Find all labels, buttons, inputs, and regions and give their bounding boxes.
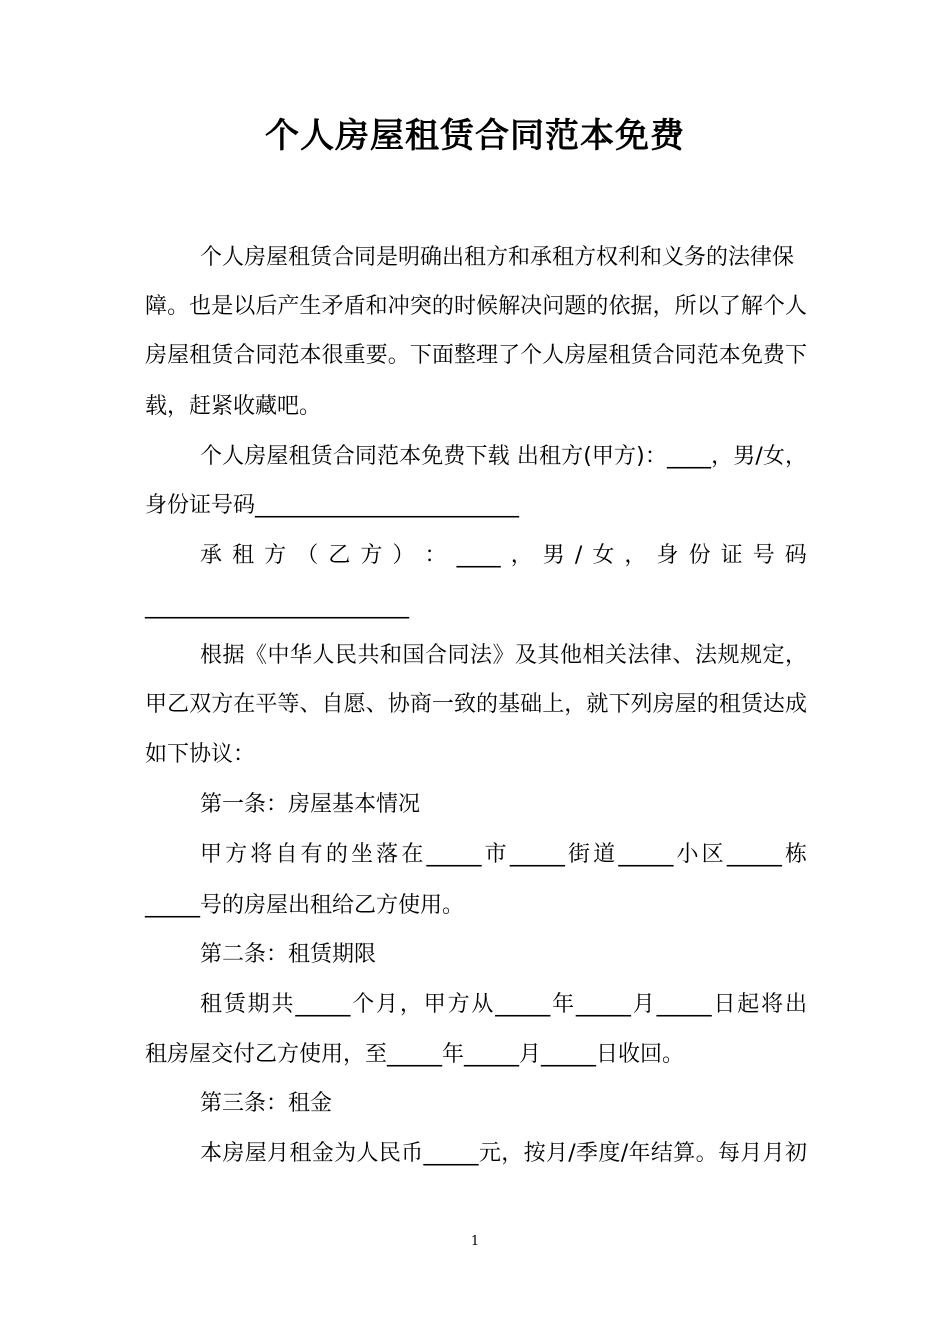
spaced-char: ） (392, 543, 415, 568)
paragraph-line: ________________________ (145, 594, 409, 619)
page-number: 1 (470, 1234, 480, 1249)
spaced-char: ， (624, 543, 647, 568)
paragraph-line: 障。也是以后产生矛盾和冲突的时候解决问题的依据，所以了解个人 (145, 294, 807, 319)
paragraph-line: 个人房屋租赁合同范本免费下载 出租方(甲方)：____，男/女， (200, 444, 807, 469)
spaced-char: 乙 (328, 543, 351, 568)
paragraph-line: _____号的房屋出租给乙方使用。 (145, 893, 465, 918)
document-title: 个人房屋租赁合同范本免费 (265, 116, 685, 156)
paragraph-line: 房屋租赁合同范本很重要。下面整理了个人房屋租赁合同范本免费下 (145, 343, 807, 368)
spaced-char: 方 (264, 543, 287, 568)
spaced-char: 码 (784, 543, 807, 568)
paragraph-line: 如下协议： (145, 742, 256, 767)
spaced-paragraph-line (200, 541, 807, 571)
paragraph-line: 根据《中华人民共和国合同法》及其他相关法律、法规规定， (200, 643, 807, 668)
spaced-char: 租 (232, 543, 255, 568)
paragraph-line: 租赁期共_____个月，甲方从_____年_____月_____日起将出 (200, 992, 807, 1017)
paragraph-line: 甲方将自有的坐落在_____市_____街道_____小区_____栋 (200, 842, 807, 867)
spaced-char: ____ (456, 543, 501, 568)
spaced-char: 承 (200, 543, 223, 568)
spaced-char: 证 (720, 543, 743, 568)
paragraph-line: 个人房屋租赁合同是明确出租方和承租方权利和义务的法律保 (200, 245, 795, 270)
spaced-char: ， (510, 543, 533, 568)
spaced-char: 男 (542, 543, 565, 568)
spaced-char: / (574, 543, 583, 568)
paragraph-line: 本房屋月租金为人民币_____元，按月/季度/年结算。每月月初 (200, 1141, 807, 1166)
paragraph-line: 租房屋交付乙方使用，至_____年_____月_____日收回。 (145, 1042, 685, 1067)
paragraph-line: 甲乙双方在平等、自愿、协商一致的基础上，就下列房屋的租赁达成 (145, 692, 807, 717)
paragraph-line: 身份证号码________________________ (145, 493, 520, 518)
section-heading: 第一条：房屋基本情况 (200, 792, 421, 817)
spaced-char: （ (296, 543, 319, 568)
spaced-char: 号 (752, 543, 775, 568)
section-heading: 第二条：租赁期限 (200, 942, 377, 967)
paragraph-line: 载，赶紧收藏吧。 (145, 394, 322, 419)
spaced-char: 方 (360, 543, 383, 568)
spaced-char: ： (424, 543, 447, 568)
section-heading: 第三条：租金 (200, 1091, 333, 1116)
spaced-char: 份 (688, 543, 711, 568)
spaced-char: 女 (592, 543, 615, 568)
spaced-char: 身 (656, 543, 679, 568)
